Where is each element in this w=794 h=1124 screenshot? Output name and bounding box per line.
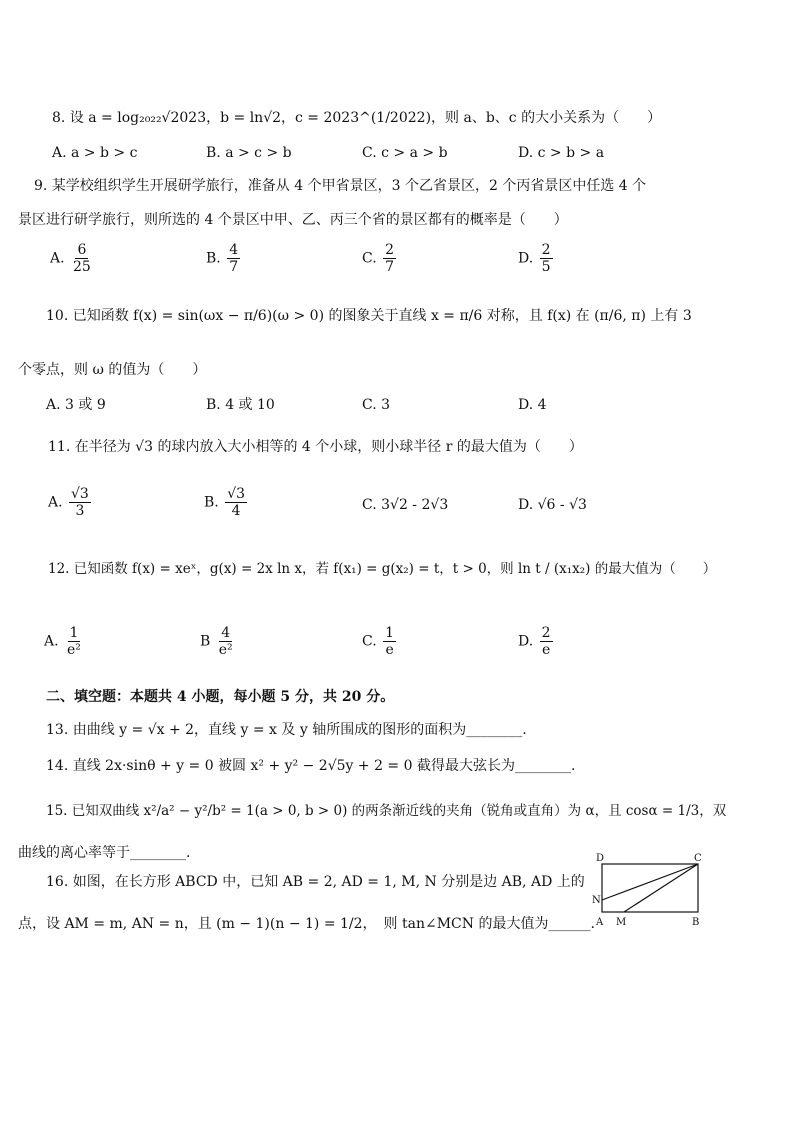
section-heading: 二、填空题：本题共 4 小题，每小题 5 分，共 20 分。 [46,689,395,705]
label-m: M [616,917,627,928]
q9-line2: 景区进行研学旅行，则所选的 4 个景区中甲、乙、丙三个省的景区都有的概率是（ ） [18,212,568,228]
q11-option-c: C. 3√2 - 2√3 [362,497,449,513]
rectangle-figure [590,852,720,932]
q14-text: 14. 直线 2x·sinθ + y = 0 被圆 x² + y² − 2√5y + 2 = 0 截得最大弦长为________. [46,758,576,774]
q10-option-a: A. 3 或 9 [46,397,106,413]
q11-option-b: B. $\frac{√3}{4}$ [204,486,246,519]
q9-option-b: B. $\frac{4}{7}$ [206,242,239,275]
q10-option-d: D. 4 [518,397,547,413]
q9-option-a: A. $\frac{6}{25}$ [50,242,91,275]
label-b: B [692,917,700,928]
q12-option-b: B $\frac{4}{\text{e²}}$ [200,625,233,658]
label-n: N [592,895,601,906]
q9-option-c: C. $\frac{2}{7}$ [362,242,395,275]
q16-line1: 16. 如图，在长方形 ABCD 中，已知 AB = 2, AD = 1, M, N 分别是边 AB, AD 上的 [46,874,585,890]
q9-line1: 9. 某学校组织学生开展研学旅行，准备从 4 个甲省景区，3 个乙省景区，2 个丙省景区中任选 4 个 [34,178,647,194]
q12-text: 12. 已知函数 f(x) = xeˣ，g(x) = 2x ln x，若 f(x₁) = g(x₂) = t，t > 0，则 ln t / (x₁x₂) 的最大值为（ ） [48,561,717,577]
q8-text: 8. 设 a = log₂₀₂₂√2023，b = ln√2，c = 2023^(1/2022)，则 a、b、c 的大小关系为（ ） [52,110,662,126]
q8-option-c: C. c > a > b [362,145,448,161]
q15-line1: 15. 已知双曲线 x²/a² − y²/b² = 1(a > 0, b > 0) 的两条渐近线的夹角（锐角或直角）为 α，且 cosα = 1/3，双 [46,803,727,819]
q12-option-d: D. $\frac{2}{e}$ [518,625,551,658]
q8-option-b: B. a > c > b [206,145,292,161]
q10-line1: 10. 已知函数 f(x) = sin(ωx − π/6)(ω > 0) 的图象关于直线 x = π/6 对称，且 f(x) 在 (π/6, π) 上有 3 [46,308,692,324]
rectangle-abcd [602,864,698,912]
q10-option-c: C. 3 [362,397,391,413]
q11-text: 11. 在半径为 √3 的球内放入大小相等的 4 个小球，则小球半径 r 的最大值为（ ） [48,439,583,455]
label-a: A [596,917,604,928]
q8-option-a: A. a > b > c [52,145,138,161]
label-c: C [694,853,702,864]
q8-option-d: D. c > b > a [518,145,605,161]
q12-option-a: A. $\frac{1}{\text{e²}}$ [44,625,81,658]
q10-line2: 个零点，则 ω 的值为（ ） [18,362,207,378]
q11-option-a: A. $\frac{√3}{3}$ [48,486,89,519]
q16-line2: 点，设 AM = m, AN = n，且 (m − 1)(n − 1) = 1/2， 则 tan∠MCN 的最大值为______. [18,916,595,932]
q9-option-d: D. $\frac{2}{5}$ [518,242,551,275]
label-d: D [596,853,605,864]
q11-option-d: D. √6 - √3 [518,497,587,513]
q15-line2: 曲线的离心率等于________. [18,845,191,861]
q10-option-b: B. 4 或 10 [206,397,275,413]
q12-option-c: C. $\frac{1}{e}$ [362,625,395,658]
q13-text: 13. 由曲线 y = √x + 2，直线 y = x 及 y 轴所围成的图形的面积为________. [46,722,527,738]
